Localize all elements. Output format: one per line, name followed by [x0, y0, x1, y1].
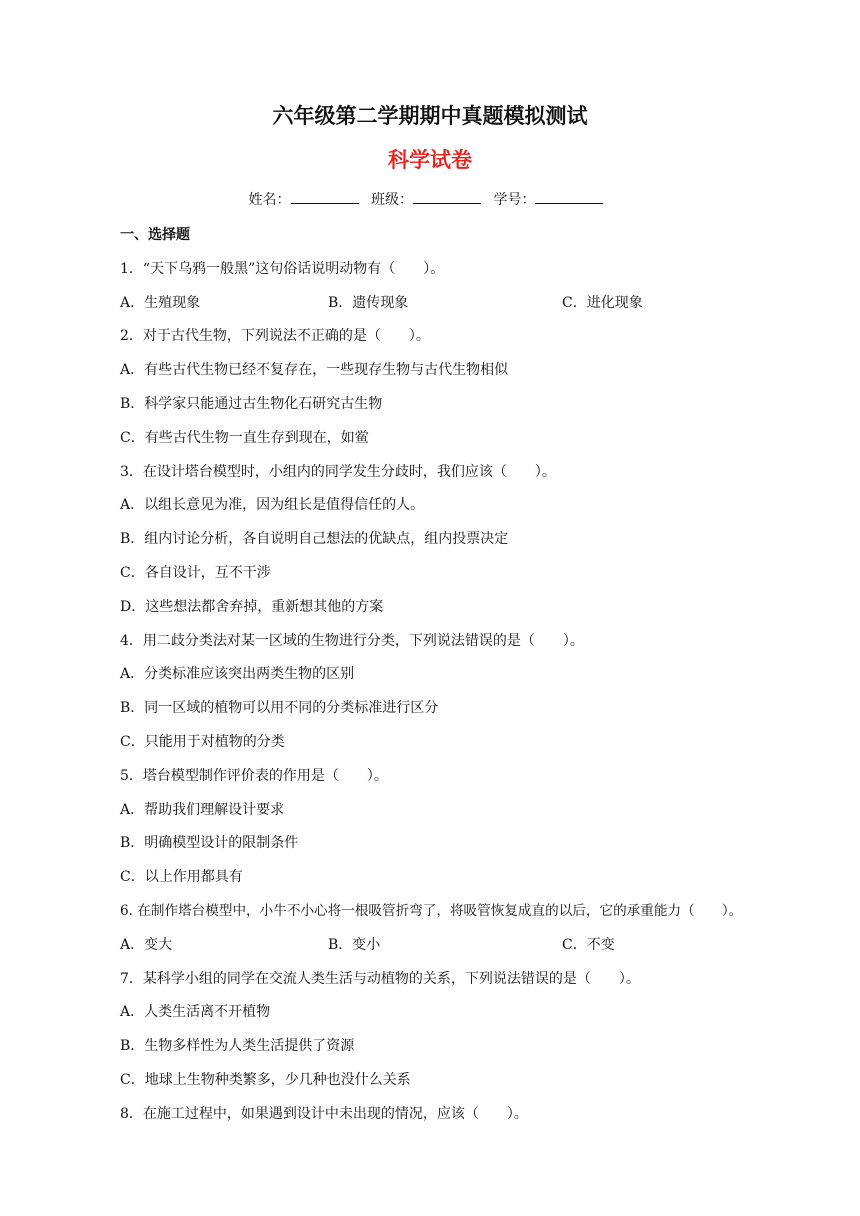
question-4-stem: 4．用二歧分类法对某一区域的生物进行分类，下列说法错误的是（ ）。: [120, 633, 584, 649]
question-5-option-a: A．帮助我们理解设计要求: [120, 802, 285, 818]
section-title: 一、选择题: [120, 227, 190, 243]
question-1-option-a: A．生殖现象: [120, 295, 201, 311]
student-info-line: [0, 188, 860, 212]
question-4-option-c: C．只能用于对植物的分类: [120, 734, 285, 750]
question-6-stem: 6. 在制作塔台模型中，小牛不小心将一根吸管折弯了，将吸管恢复成直的以后，它的承重能力（ ）。: [120, 903, 743, 919]
number-label: 学号：: [493, 192, 536, 208]
question-2-option-c: C．有些古代生物一直生存到现在，如鲎: [120, 430, 369, 446]
name-blank[interactable]: [291, 189, 359, 204]
question-5-stem: 5．塔台模型制作评价表的作用是（ ）。: [120, 768, 388, 784]
question-6-option-b: B．变小: [328, 937, 381, 953]
question-5-option-c: C．以上作用都具有: [120, 869, 243, 885]
question-2-stem: 2．对于古代生物，下列说法不正确的是（ ）。: [120, 328, 430, 344]
question-3-option-d: D．这些想法都舍弃掉，重新想其他的方案: [120, 599, 384, 615]
question-4-option-a: A．分类标准应该突出两类生物的区别: [120, 666, 355, 682]
question-6-option-c: C．不变: [562, 937, 615, 953]
number-blank[interactable]: [535, 189, 603, 204]
class-label: 班级：: [371, 192, 413, 208]
question-6-option-a: A．变大: [120, 937, 173, 953]
question-5-option-b: B．明确模型设计的限制条件: [120, 835, 299, 851]
question-1-stem: 1．“天下乌鸦一般黑”这句俗话说明动物有（ ）。: [120, 261, 445, 277]
question-1-option-c: C．进化现象: [562, 295, 643, 311]
question-3-stem: 3．在设计塔台模型时，小组内的同学发生分歧时，我们应该（ ）。: [120, 464, 556, 480]
question-2-option-a: A．有些古代生物已经不复存在，一些现存生物与古代生物相似: [120, 362, 509, 378]
name-label: 姓名：: [248, 192, 291, 208]
page-title: 六年级第二学期期中真题模拟测试: [272, 104, 588, 128]
question-2-option-b: B．科学家只能通过古生物化石研究古生物: [120, 396, 383, 412]
question-7-stem: 7．某科学小组的同学在交流人类生活与动植物的关系，下列说法错误的是（ ）。: [120, 971, 640, 987]
question-7-option-b: B．生物多样性为人类生活提供了资源: [120, 1038, 355, 1054]
question-4-option-b: B．同一区域的植物可以用不同的分类标准进行区分: [120, 700, 439, 716]
question-7-option-c: C．地球上生物种类繁多，少几种也没什么关系: [120, 1072, 411, 1088]
class-blank[interactable]: [413, 189, 481, 204]
question-3-option-c: C．各自设计，互不干涉: [120, 565, 271, 581]
question-8-stem: 8．在施工过程中，如果遇到设计中未出现的情况，应该（ ）。: [120, 1106, 528, 1122]
question-1-option-b: B．遗传现象: [328, 295, 409, 311]
question-7-option-a: A．人类生活离不开植物: [120, 1004, 271, 1020]
question-3-option-a: A．以组长意见为准，因为组长是值得信任的人。: [120, 497, 425, 513]
page-subtitle: 科学试卷: [388, 148, 472, 172]
question-3-option-b: B．组内讨论分析，各自说明自己想法的优缺点，组内投票决定: [120, 531, 509, 547]
